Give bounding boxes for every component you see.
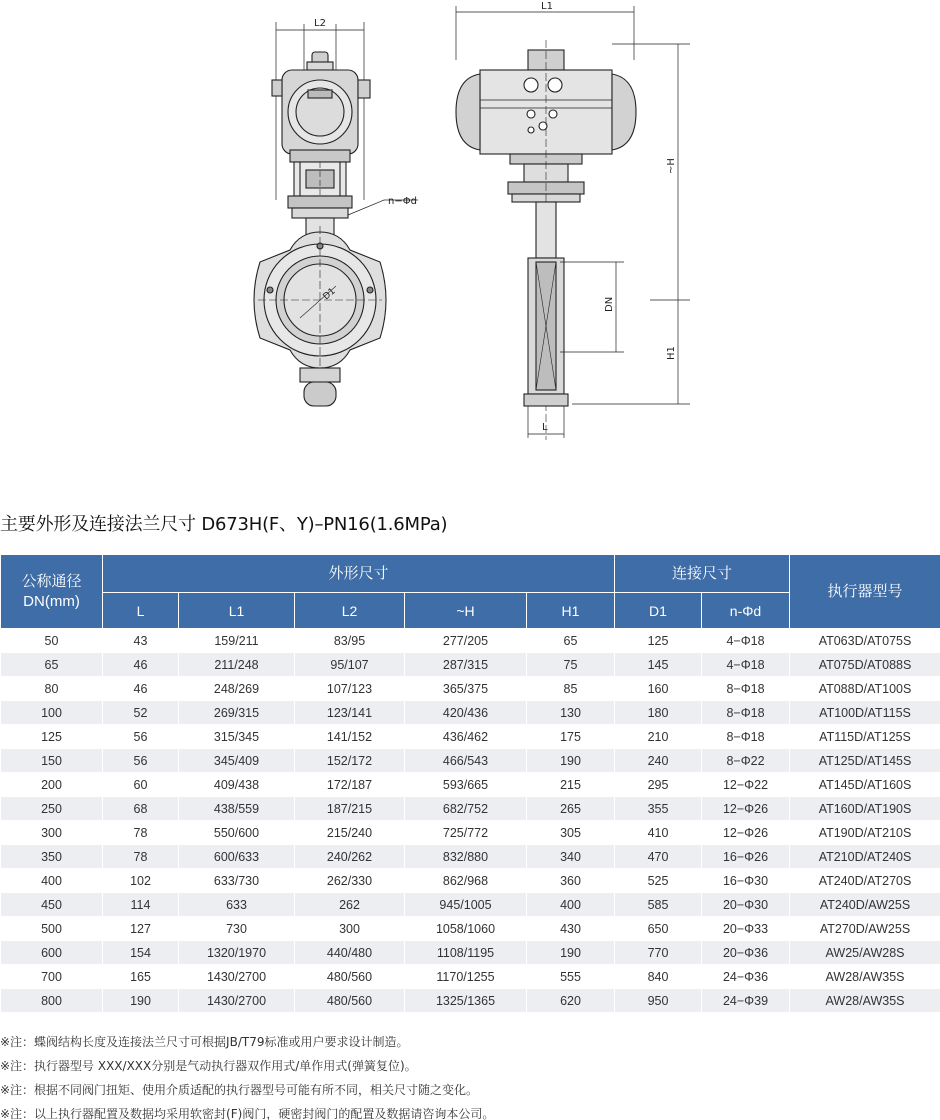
table-row [1, 653, 940, 677]
table-cell: 240 [615, 749, 702, 773]
table-cell: 450 [1, 893, 103, 917]
table-cell: 700 [1, 965, 103, 989]
table-cell: 160 [615, 677, 702, 701]
table-cell: 20−Φ30 [702, 893, 790, 917]
table-cell: 1430/2700 [179, 965, 295, 989]
table-cell: 295 [615, 773, 702, 797]
table-cell: 345/409 [179, 749, 295, 773]
table-cell: 12−Φ26 [702, 821, 790, 845]
table-cell: 125 [1, 725, 103, 749]
table-cell: 315/345 [179, 725, 295, 749]
table-cell: 123/141 [295, 701, 405, 725]
table-cell: AT063D/AT075S [790, 629, 940, 653]
table-row [1, 917, 940, 941]
table-cell: 1108/1195 [405, 941, 527, 965]
table-cell: 365/375 [405, 677, 527, 701]
table-cell: AT210D/AT240S [790, 845, 940, 869]
table-cell: 832/880 [405, 845, 527, 869]
table-cell: 68 [103, 797, 179, 821]
table-cell: 152/172 [295, 749, 405, 773]
table-cell: 190 [527, 941, 615, 965]
table-cell: 725/772 [405, 821, 527, 845]
table-cell: 840 [615, 965, 702, 989]
table-row [1, 773, 940, 797]
table-cell: 4−Φ18 [702, 653, 790, 677]
table-cell: 107/123 [295, 677, 405, 701]
table-cell: AW28/AW35S [790, 965, 940, 989]
table-cell: 16−Φ26 [702, 845, 790, 869]
table-cell: 65 [527, 629, 615, 653]
table-cell: 400 [527, 893, 615, 917]
table-row [1, 989, 940, 1013]
table-cell: 480/560 [295, 989, 405, 1013]
table-cell: 65 [1, 653, 103, 677]
dim-label-l: L [542, 422, 548, 433]
note-line: ※注：根据不同阀门扭矩、使用介质适配的执行器型号可能有所不同，相关尺寸随之变化。 [0, 1083, 479, 1097]
table-cell: 1325/1365 [405, 989, 527, 1013]
header-col-d1: D1 [615, 593, 702, 629]
table-cell: 95/107 [295, 653, 405, 677]
table-cell: 265 [527, 797, 615, 821]
header-col-l2: L2 [295, 593, 405, 629]
table-cell: 945/1005 [405, 893, 527, 917]
table-cell: 1058/1060 [405, 917, 527, 941]
table-cell: 190 [103, 989, 179, 1013]
table-cell: 43 [103, 629, 179, 653]
table-cell: 862/968 [405, 869, 527, 893]
note-line: ※注：蝶阀结构长度及连接法兰尺寸可根据JB/T79标准或用户要求设计制造。 [0, 1035, 409, 1049]
header-col-l1: L1 [179, 593, 295, 629]
table-cell: 20−Φ33 [702, 917, 790, 941]
table-cell: 187/215 [295, 797, 405, 821]
table-cell: 190 [527, 749, 615, 773]
table-cell: 4−Φ18 [702, 629, 790, 653]
table-cell: 56 [103, 749, 179, 773]
table-cell: 83/95 [295, 629, 405, 653]
table-cell: 620 [527, 989, 615, 1013]
table-cell: 154 [103, 941, 179, 965]
table-row [1, 629, 940, 653]
dim-label-l2: L2 [314, 18, 326, 29]
table-cell: 215 [527, 773, 615, 797]
table-cell: 12−Φ26 [702, 797, 790, 821]
table-cell: 250 [1, 797, 103, 821]
note-line: ※注：执行器型号 XXX/XXX分别是气动执行器双作用式/单作用式(弹簧复位)。 [0, 1059, 417, 1073]
table-cell: 440/480 [295, 941, 405, 965]
table-cell: 211/248 [179, 653, 295, 677]
dim-label-dn: DN [604, 296, 615, 312]
table-row [1, 749, 940, 773]
table-cell: 175 [527, 725, 615, 749]
dim-label-n-phi-d: n−Φd [388, 196, 417, 207]
table-cell: AT145D/AT160S [790, 773, 940, 797]
table-row [1, 965, 940, 989]
table-cell: 159/211 [179, 629, 295, 653]
table-cell: 8−Φ18 [702, 701, 790, 725]
table-cell: 125 [615, 629, 702, 653]
table-cell: AT160D/AT190S [790, 797, 940, 821]
table-row [1, 869, 940, 893]
table-cell: 633 [179, 893, 295, 917]
table-cell: 56 [103, 725, 179, 749]
table-cell: 277/205 [405, 629, 527, 653]
table-cell: 102 [103, 869, 179, 893]
table-row [1, 893, 940, 917]
table-cell: 730 [179, 917, 295, 941]
table-cell: 555 [527, 965, 615, 989]
table-cell: 300 [1, 821, 103, 845]
table-cell: 20−Φ36 [702, 941, 790, 965]
table-cell: 409/438 [179, 773, 295, 797]
table-cell: 248/269 [179, 677, 295, 701]
table-cell: AT270D/AW25S [790, 917, 940, 941]
table-cell: 600 [1, 941, 103, 965]
header-nominal-diameter: 公称通径 DN(mm) [1, 555, 103, 629]
table-cell: 80 [1, 677, 103, 701]
table-cell: 480/560 [295, 965, 405, 989]
table-cell: 262 [295, 893, 405, 917]
header-col-h: ~H [405, 593, 527, 629]
table-cell: 50 [1, 629, 103, 653]
table-cell: 950 [615, 989, 702, 1013]
table-cell: 240/262 [295, 845, 405, 869]
table-cell: 340 [527, 845, 615, 869]
dim-label-h: ~H [666, 158, 677, 174]
table-cell: 172/187 [295, 773, 405, 797]
header-col-l: L [103, 593, 179, 629]
table-cell: 470 [615, 845, 702, 869]
table-cell: 60 [103, 773, 179, 797]
table-cell: 127 [103, 917, 179, 941]
table-row [1, 845, 940, 869]
table-cell: 210 [615, 725, 702, 749]
table-cell: 800 [1, 989, 103, 1013]
table-cell: AT115D/AT125S [790, 725, 940, 749]
note-line: ※注：以上执行器配置及数据均采用软密封(F)阀门，硬密封阀门的配置及数据请咨询本公司。 [0, 1107, 495, 1120]
table-cell: AT240D/AW25S [790, 893, 940, 917]
table-cell: 593/665 [405, 773, 527, 797]
table-cell: AT100D/AT115S [790, 701, 940, 725]
dim-label-d1: D1 [321, 286, 338, 303]
table-cell: AT190D/AT210S [790, 821, 940, 845]
table-cell: 360 [527, 869, 615, 893]
table-cell: 400 [1, 869, 103, 893]
table-cell: 305 [527, 821, 615, 845]
table-cell: 1170/1255 [405, 965, 527, 989]
table-cell: 46 [103, 653, 179, 677]
table-cell: 12−Φ22 [702, 773, 790, 797]
table-cell: 525 [615, 869, 702, 893]
table-cell: 650 [615, 917, 702, 941]
header-connection-dimensions: 连接尺寸 [615, 555, 790, 593]
table-cell: AT125D/AT145S [790, 749, 940, 773]
table-cell: 114 [103, 893, 179, 917]
table-cell: 1320/1970 [179, 941, 295, 965]
dim-label-l1: L1 [541, 1, 553, 12]
table-cell: 600/633 [179, 845, 295, 869]
header-col-h1: H1 [527, 593, 615, 629]
table-row [1, 677, 940, 701]
valve-technical-drawing [0, 0, 940, 450]
table-cell: 466/543 [405, 749, 527, 773]
table-cell: AW25/AW28S [790, 941, 940, 965]
table-cell: 287/315 [405, 653, 527, 677]
table-cell: 262/330 [295, 869, 405, 893]
table-cell: 355 [615, 797, 702, 821]
table-cell: 78 [103, 821, 179, 845]
table-cell: 100 [1, 701, 103, 725]
table-cell: 1430/2700 [179, 989, 295, 1013]
table-row [1, 797, 940, 821]
table-cell: 585 [615, 893, 702, 917]
table-cell: 436/462 [405, 725, 527, 749]
table-row [1, 725, 940, 749]
table-cell: 145 [615, 653, 702, 677]
header-outline-dimensions: 外形尺寸 [103, 555, 615, 593]
table-title: 主要外形及连接法兰尺寸 D673H(F、Y)–PN16(1.6MPa) [0, 514, 448, 535]
notes [0, 1030, 940, 1120]
table-cell: 215/240 [295, 821, 405, 845]
table-cell: 300 [295, 917, 405, 941]
table-cell: 350 [1, 845, 103, 869]
table-cell: 24−Φ39 [702, 989, 790, 1013]
table-cell: 75 [527, 653, 615, 677]
table-cell: 78 [103, 845, 179, 869]
header-actuator-model: 执行器型号 [790, 555, 940, 629]
table-cell: AT075D/AT088S [790, 653, 940, 677]
table-cell: 438/559 [179, 797, 295, 821]
table-cell: 85 [527, 677, 615, 701]
table-cell: 141/152 [295, 725, 405, 749]
table-cell: 52 [103, 701, 179, 725]
table-cell: AT088D/AT100S [790, 677, 940, 701]
table-cell: 633/730 [179, 869, 295, 893]
table-cell: 682/752 [405, 797, 527, 821]
spec-table [0, 554, 940, 1013]
table-cell: 8−Φ18 [702, 677, 790, 701]
table-cell: 130 [527, 701, 615, 725]
table-cell: 430 [527, 917, 615, 941]
table-cell: AW28/AW35S [790, 989, 940, 1013]
dim-label-h1: H1 [666, 346, 677, 360]
table-cell: AT240D/AT270S [790, 869, 940, 893]
table-cell: 8−Φ22 [702, 749, 790, 773]
table-cell: 410 [615, 821, 702, 845]
table-cell: 420/436 [405, 701, 527, 725]
table-cell: 550/600 [179, 821, 295, 845]
table-cell: 46 [103, 677, 179, 701]
table-cell: 24−Φ36 [702, 965, 790, 989]
header-col-n-phi-d: n-Φd [702, 593, 790, 629]
table-row [1, 821, 940, 845]
table-row [1, 941, 940, 965]
table-cell: 8−Φ18 [702, 725, 790, 749]
table-cell: 770 [615, 941, 702, 965]
table-cell: 16−Φ30 [702, 869, 790, 893]
table-cell: 150 [1, 749, 103, 773]
table-cell: 200 [1, 773, 103, 797]
table-cell: 165 [103, 965, 179, 989]
table-cell: 269/315 [179, 701, 295, 725]
table-cell: 500 [1, 917, 103, 941]
table-row [1, 701, 940, 725]
table-cell: 180 [615, 701, 702, 725]
